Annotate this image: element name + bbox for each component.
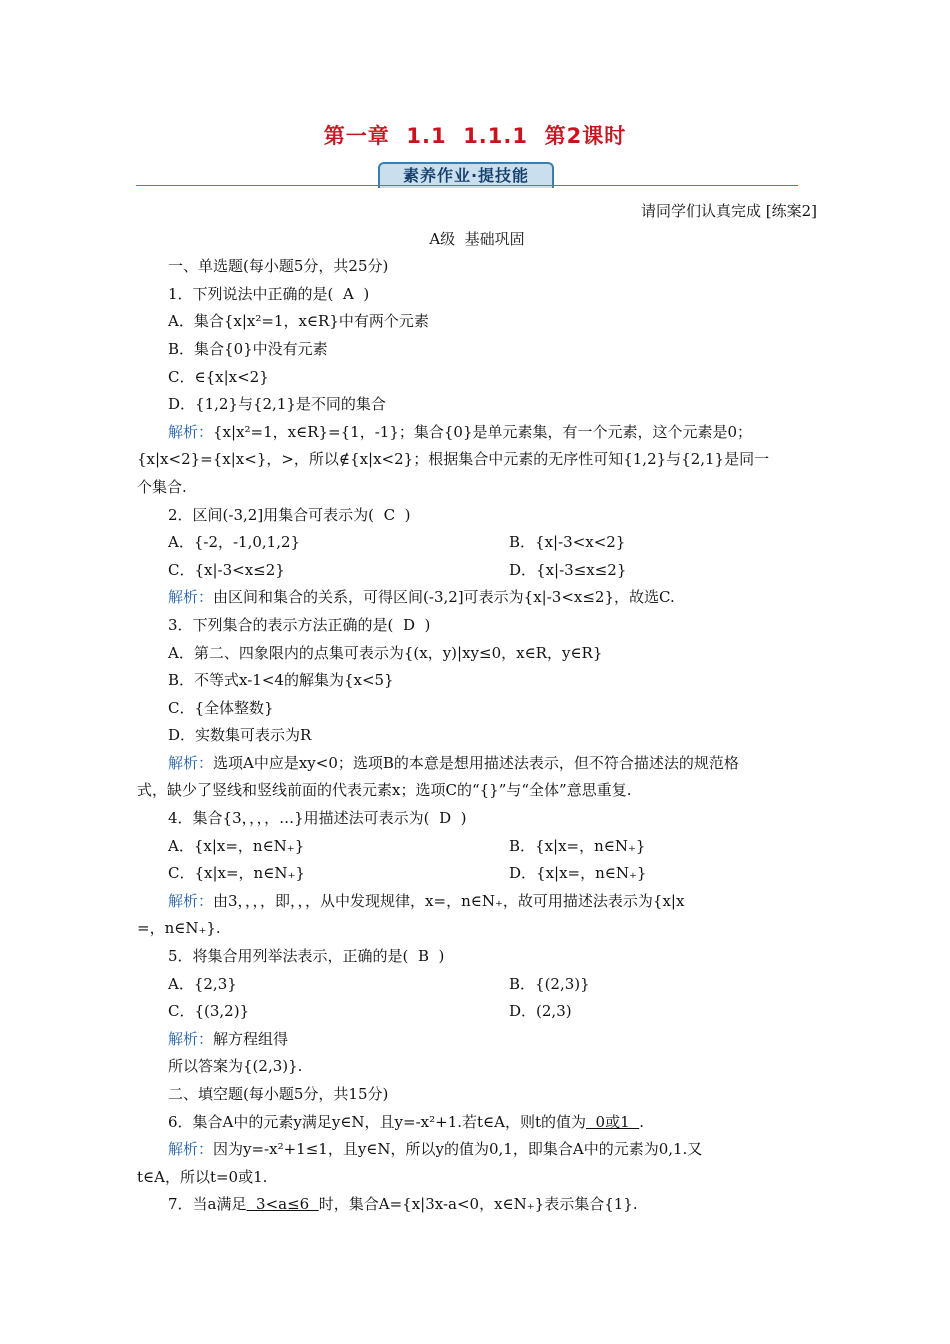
q5-stem-post: )	[428, 947, 445, 966]
q3-analysis-label: 解析：	[168, 753, 214, 772]
q7-answer-blank: 3<a≤6	[246, 1195, 319, 1214]
q6-stem-post: .	[639, 1112, 644, 1131]
q4-option-a: A．{x|x=，n∈N₊}	[168, 836, 305, 855]
q4-analysis-label: 解析：	[168, 891, 214, 910]
q2-answer: C	[383, 505, 396, 524]
q7-stem-post: 时，集合A={x|3x-a<0，x∈N₊}表示集合{1}.	[318, 1195, 638, 1214]
q2-options-row-2	[137, 557, 817, 585]
q1-analysis-line-1	[137, 419, 817, 447]
q3-analysis-line-2: 式，缺少了竖线和竖线前面的代表元素x；选项C的“{}”与“全体”意思重复.	[137, 781, 632, 800]
question-6-stem	[137, 1109, 817, 1137]
question-4-stem	[137, 805, 817, 833]
q1-option-b: B．集合{0}中没有元素	[168, 339, 328, 358]
q4-stem-post: )	[451, 809, 467, 828]
q4-analysis-line-2: =，n∈N₊}.	[137, 919, 221, 938]
q3-option-c: C．{全体整数}	[168, 698, 274, 717]
q1-answer: A	[342, 284, 354, 303]
section-heading-fill-blank: 二、填空题(每小题5分，共15分)	[168, 1085, 389, 1103]
q6-stem-pre: 6．集合A中的元素y满足y∈N，且y=-x²+1.若t∈A，则t的值为	[168, 1112, 587, 1131]
chapter-title: 第一章 1.1 1.1.1 第2课时	[323, 124, 627, 148]
q4-options-row-1	[137, 833, 817, 861]
q7-stem-pre: 7．当a满足	[168, 1195, 247, 1214]
q4-analysis-text-1: 由3，，，，即，，，从中发现规律，x=，n∈N₊，故可用描述法表示为{x|x	[213, 891, 685, 910]
question-2-stem	[137, 502, 817, 530]
q1-analysis-text-1: {x|x²=1，x∈R}={1，-1}；集合{0}是单元素集，有一个元素，这个元素是0；	[213, 422, 753, 441]
q2-analysis-line-1	[137, 584, 817, 612]
q2-option-d: D．{x|-3≤x≤2}	[509, 560, 627, 579]
q1-option-a: A．集合{x|x²=1，x∈R}中有两个元素	[168, 312, 429, 331]
practice-notice: 请同学们认真完成 [练案2]	[640, 202, 817, 220]
q5-answer: B	[417, 947, 429, 966]
q2-option-a: A．{-2，-1,0,1,2}	[168, 533, 301, 552]
q5-option-c: C．{(3,2)}	[168, 1002, 250, 1021]
q5-analysis-line-1	[137, 1026, 817, 1054]
q2-stem-pre: 2．区间(-3,2]用集合可表示为(	[168, 505, 384, 524]
q5-option-b: B．{(2,3)}	[509, 974, 590, 993]
q1-stem-post: )	[353, 284, 370, 303]
q2-option-b: B．{x|-3<x<2}	[509, 533, 626, 552]
q2-analysis-text-1: 由区间和集合的关系，可得区间(-3,2]可表示为{x|-3<x≤2}，故选C.	[213, 588, 675, 607]
q1-analysis-line-3: 个集合.	[137, 477, 187, 496]
question-7-stem	[137, 1191, 817, 1219]
q3-option-a: A．第二、四象限内的点集可表示为{(x，y)|xy≤0，x∈R，y∈R}	[168, 643, 603, 662]
q4-stem-pre: 4．集合{3，，，，…}用描述法可表示为(	[168, 809, 440, 828]
question-1-stem	[137, 281, 817, 309]
q5-option-a: A．{2,3}	[168, 974, 237, 993]
section-banner: 素养作业·提技能	[378, 162, 554, 188]
question-5-stem	[137, 943, 817, 971]
q4-option-c: C．{x|x=，n∈N₊}	[168, 864, 305, 883]
q5-options-row-1	[137, 971, 817, 999]
q5-analysis-label: 解析：	[168, 1029, 214, 1048]
q6-analysis-text-1: 因为y=-x²+1≤1，且y∈N，所以y的值为0,1，即集合A中的元素为0,1.又	[213, 1140, 703, 1159]
q3-option-d: D．实数集可表示为R	[168, 726, 312, 745]
q1-analysis-line-2: {x|x<2}={x|x<}，>，所以∉{x|x<2}；根据集合中元素的无序性可知{1,2}与{2,1}是同一	[137, 450, 770, 469]
q5-option-d: D．(2,3)	[509, 1002, 572, 1021]
q1-analysis-label: 解析：	[168, 422, 214, 441]
q3-option-b: B．不等式x-1<4的解集为{x<5}	[168, 671, 394, 690]
q3-answer: D	[402, 615, 415, 634]
q3-stem-post: )	[414, 615, 431, 634]
header-rule	[136, 185, 798, 186]
q6-answer-blank: 0或1	[586, 1112, 640, 1131]
q1-option-c: C．∈{x|x<2}	[168, 367, 269, 386]
q5-stem-pre: 5．将集合用列举法表示，正确的是(	[168, 947, 418, 966]
section-heading-single-choice: 一、单选题(每小题5分，共25分)	[168, 257, 389, 276]
level-heading: A级 基础巩固	[429, 229, 525, 248]
q3-analysis-text-1: 选项A中应是xy<0；选项B的本意是想用描述法表示，但不符合描述法的规范格	[213, 753, 739, 772]
q4-option-d: D．{x|x=，n∈N₊}	[509, 864, 647, 883]
q5-analysis-text-1: 解方程组得	[213, 1029, 289, 1048]
q6-analysis-line-2: t∈A，所以t=0或1.	[137, 1167, 268, 1186]
q4-option-b: B．{x|x=，n∈N₊}	[509, 836, 646, 855]
q6-analysis-line-1	[137, 1136, 817, 1164]
q5-analysis-line-2: 所以答案为{(2,3)}.	[168, 1057, 303, 1076]
q2-option-c: C．{x|-3<x≤2}	[168, 560, 285, 579]
q3-analysis-line-1	[137, 750, 817, 778]
q4-analysis-line-1	[137, 888, 817, 916]
q2-analysis-label: 解析：	[168, 588, 214, 607]
q1-stem-pre: 1．下列说法中正确的是(	[168, 284, 343, 303]
q6-analysis-label: 解析：	[168, 1140, 214, 1159]
q2-stem-post: )	[395, 505, 411, 524]
q3-stem-pre: 3．下列集合的表示方法正确的是(	[168, 615, 403, 634]
q2-options-row-1	[137, 529, 817, 557]
q4-options-row-2	[137, 860, 817, 888]
question-3-stem	[137, 612, 817, 640]
content	[137, 198, 817, 1219]
q4-answer: D	[439, 809, 452, 828]
q1-option-d: D．{1,2}与{2,1}是不同的集合	[168, 395, 386, 414]
q5-options-row-2	[137, 998, 817, 1026]
